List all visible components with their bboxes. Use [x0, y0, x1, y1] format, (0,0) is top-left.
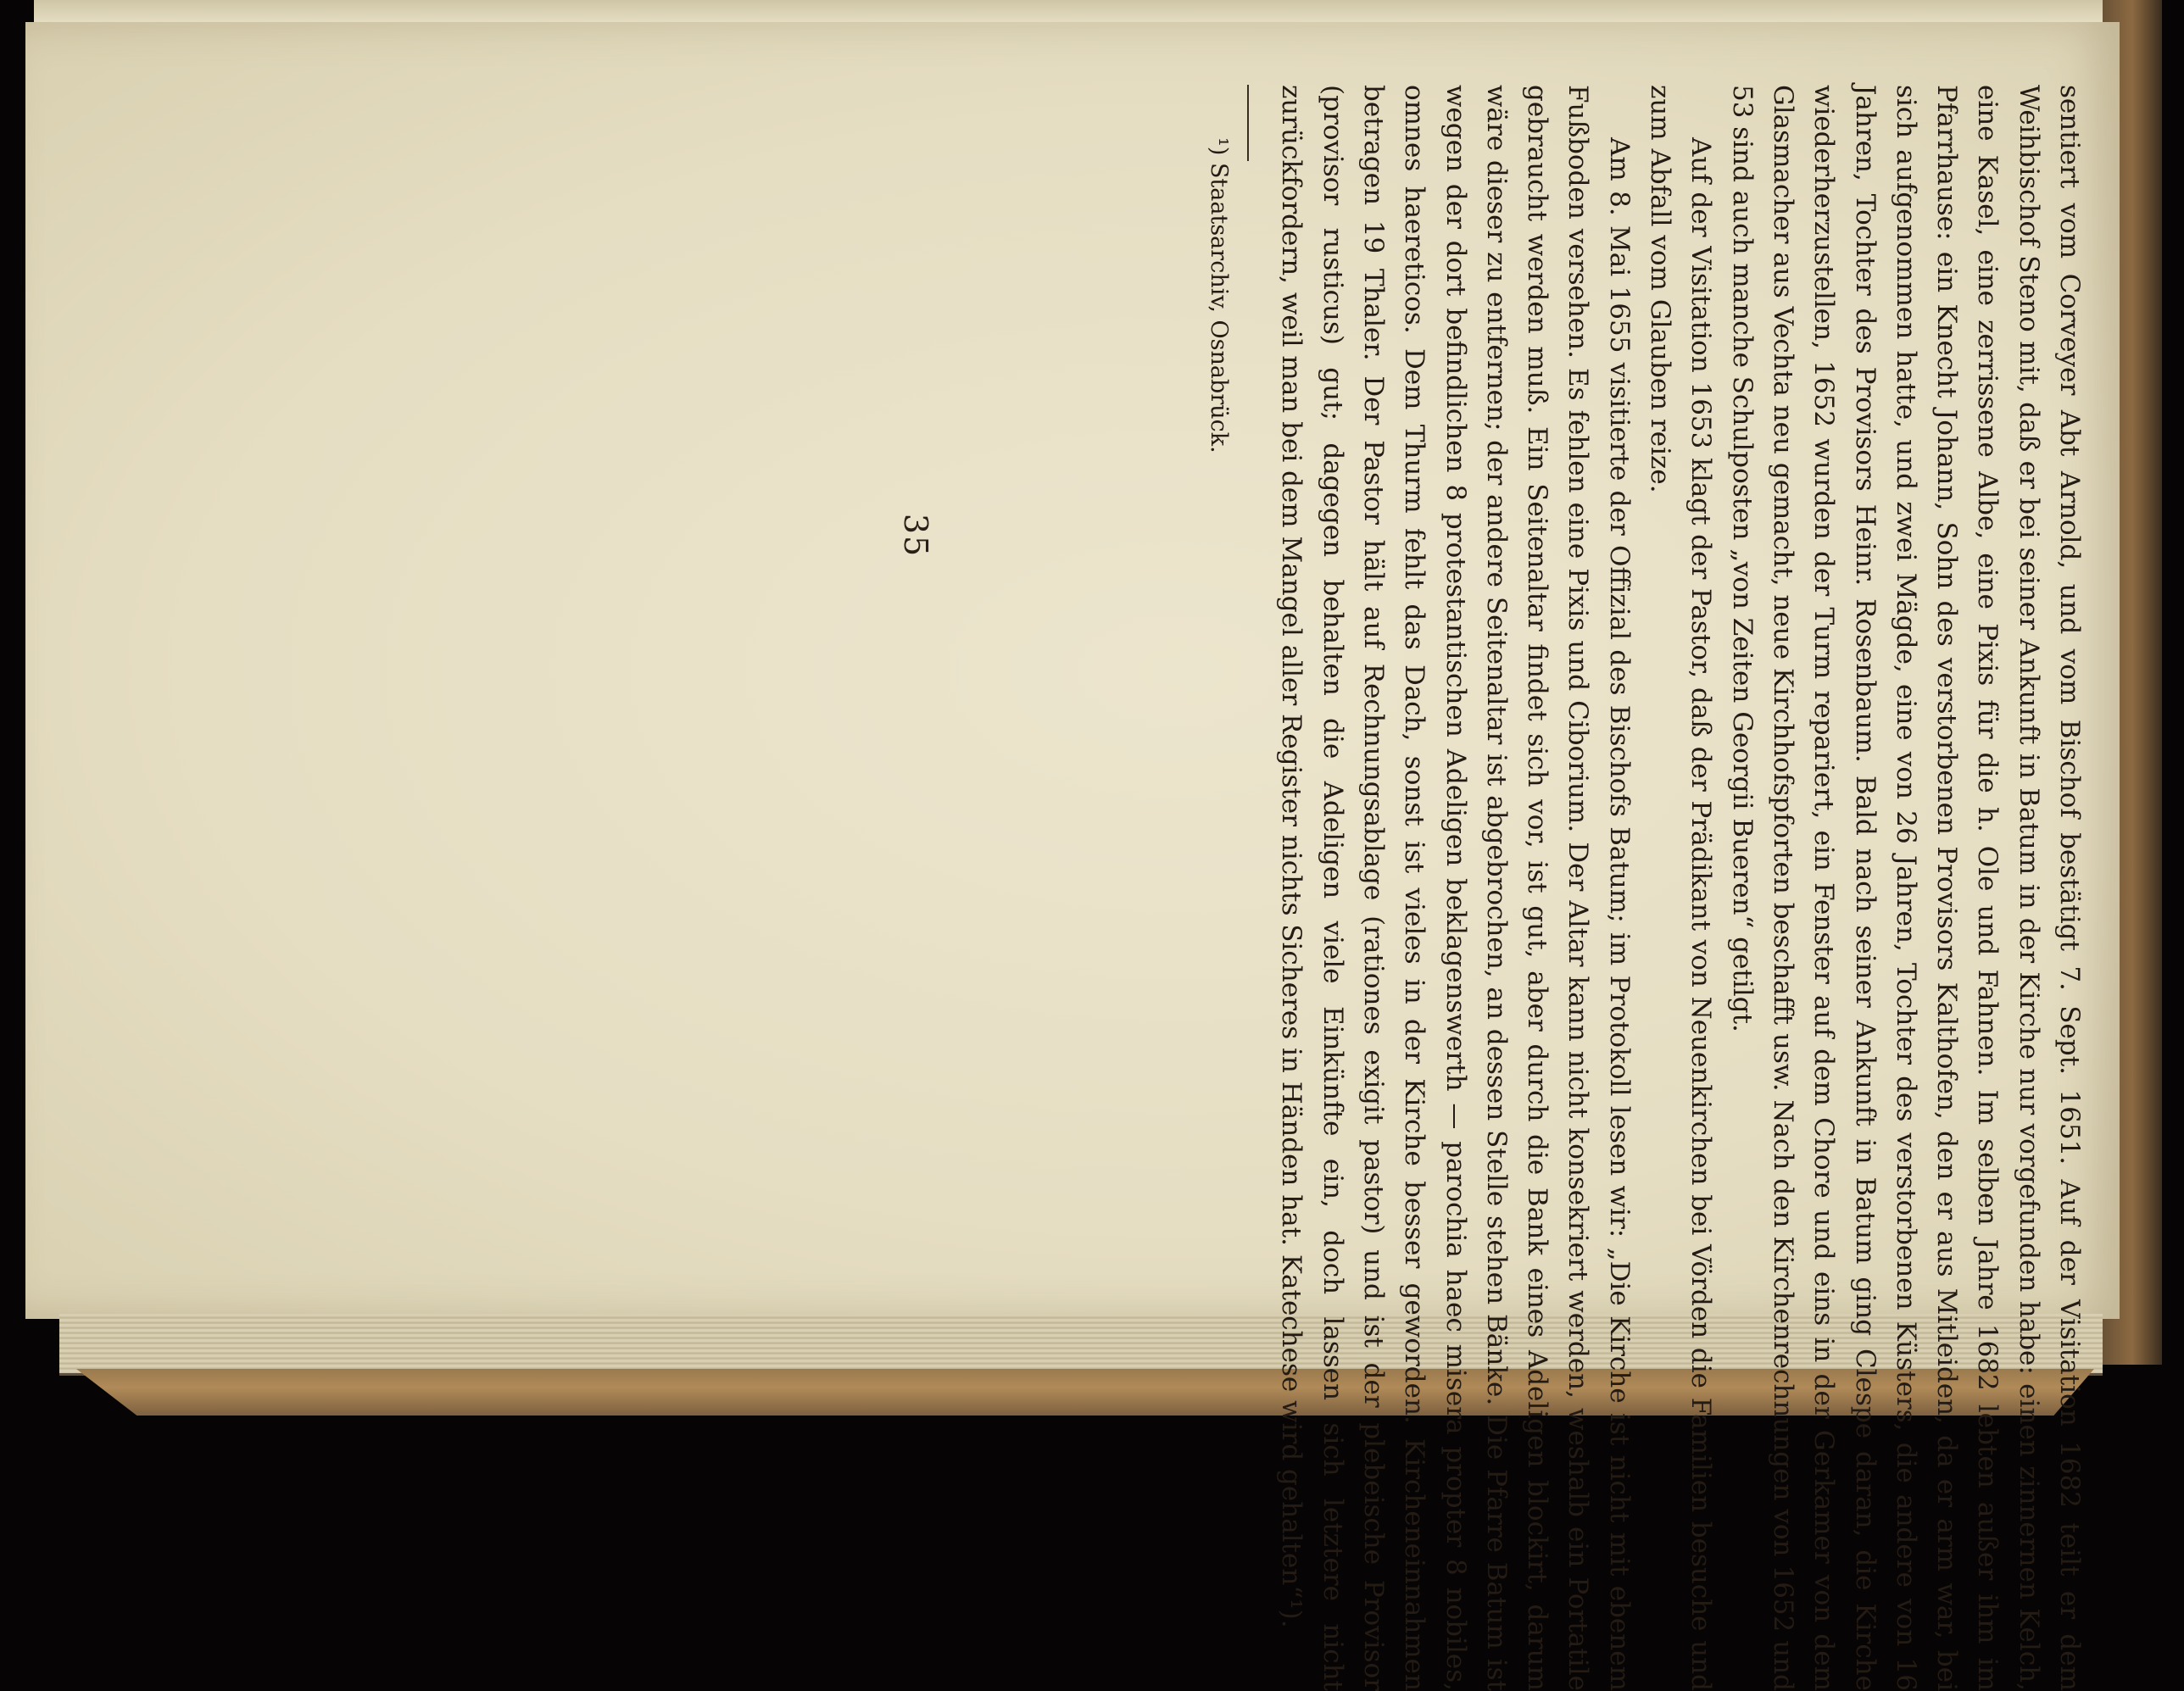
page-number: 35: [897, 513, 934, 559]
page-text: [326, 85, 2090, 1691]
paragraph-1: sentiert vom Corveyer Abt Arnold, und vom Bischof bestätigt 7. Sept. 1651. Auf der Visitation 1682 teilt er dem Weihbischof Steno mit, daß er bei seiner Ankunft in Batum in der Kirche nur vorgefunden habe: einen zinnernen Kelch, eine Kasel, eine zerrissene Albe, eine Pixis für die h. Ole und Fahnen. Im selben Jahre 1682 lebten außer ihm im Pfarrhause: ein Knecht Johann, Sohn des verstorbenen Provisors Kalthofen, den er aus Mitleiden, da er arm war, bei sich aufgenommen hatte, und zwei Mägde, eine von 26 Jahren, Tochter des verstorbenen Küsters, die andere von 16 Jahren, Tochter des Provisors Heinr. Rosenbaum. Bald nach seiner Ankunft in Batum ging Clespe daran, die Kirche wiederherzustellen, 1652 wurden der Turm repariert, ein Fenster auf dem Chore und eins in der Gerkamer von dem Glasmacher aus Vechta neu gemacht, neue Kirchhofspforten beschafft usw. Nach den Kirchenrechnungen von 1652 und 53 sind auch manche Schulposten „von Zeiten Georgii Bueren“ getilgt.: [1726, 85, 2085, 1691]
footnote-rule: [1247, 85, 1249, 161]
paragraph-2: Auf der Visitation 1653 klagt der Pastor, daß der Prädikant von Neuenkirchen bei Vörden die Familien besuche und zum Abfall vom Glauben reize.: [1645, 85, 1717, 1691]
paragraph-3: Am 8. Mai 1655 visitierte der Offizial des Bischofs Batum; im Protokoll lesen wir: „Die Kirche ist nicht mit ebenem Fußboden versehen. Es fehlen eine Pixis und Ciborium. Der Altar kann nicht konsekriert werden, weshalb ein Portatile gebraucht werden muß. Ein Seitenaltar findet sich vor, ist gut, aber durch die Bank eines Adeligen blockirt, darum wäre dieser zu entfernen; der andere Seitenaltar ist abgebrochen, an dessen Stelle stehen Bänke. Die Pfarre Batum ist wegen der dort befindlichen 8 protestantischen Adeligen beklagenswerth — parochia haec misera propter 8 nobiles, omnes haereticos. Dem Thurm fehlt das Dach, sonst ist vieles in der Kirche besser geworden. Kircheneinnahmen betragen 19 Thaler. Der Pastor hält auf Rechnungsablage (rationes exigit pastor) und ist der plebeische Provisor (provisor rusticus) gut; dagegen behalten die Adeligen viele Einkünfte ein, doch lassen sich letztere nicht zurückfordern, weil man bei dem Mangel aller Register nichts Sicheres in Händen hat. Katechese wird gehalten“¹).: [1276, 85, 1635, 1691]
footnote: ¹) Staatsarchiv, Osnabrück.: [1206, 137, 1233, 453]
